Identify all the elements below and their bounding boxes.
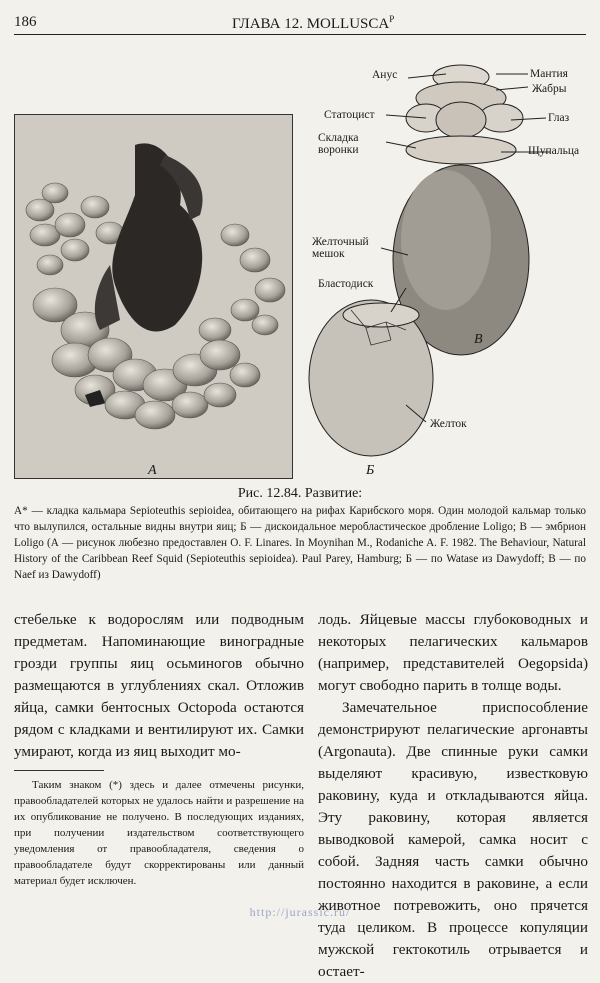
- label-anus: Анус: [372, 69, 398, 81]
- figure-caption-text: А* — кладка кальмара Sepioteuthis sepioidea, обитающего на рифах Карибского моря. Один молодой кальмар только что вылупился, остальные видны внутри яиц; Б — дискоидальное меробластическое дробление Loligo; В — эмбрион Loligo (А — рисунок любезно предоставлен O. F. Linares. In Moynihan M., Rodaniche A. F. 1982. The Behaviour, Natural History of the Caribbean Reef Squid (Sepioteuthis sepioidea). Paul Parey, Hamburg; Б — по Watase из Dawydoff; В — по Naef из Dawydoff): [14, 505, 586, 581]
- right-column: [318, 609, 588, 983]
- chapter-title: ГЛАВА 12. MOLLUSCA: [232, 16, 390, 32]
- label-blastodisc: Бластодиск: [318, 278, 374, 290]
- running-header: [232, 14, 394, 33]
- chapter-sup: Р: [389, 14, 395, 24]
- label-statocyst: Статоцист: [324, 109, 375, 121]
- page-number: 186: [14, 14, 37, 30]
- header-rule: [14, 34, 586, 35]
- label-gills: Жабры: [532, 83, 567, 95]
- footnote-rule: [14, 770, 104, 771]
- footnote: Таким знаком (*) здесь и далее отмечены рисунки, правообладателей которых не удалось найти и разрешение на их опубликование не получено. В последующих изданиях, при получении издательством соответствующего уведомления от правообладателя, сведения о правообладателе будут скорректированы или данный материал будет исключен.: [14, 779, 304, 887]
- egg-mass-photo: [15, 115, 292, 478]
- label-yolk-sac-line1: Желточный: [312, 236, 369, 248]
- right-column-paragraph-1: лодь. Яйцевые массы глубоководных и некоторых пелагических кальмаров (например, представителей Oegopsida) могут свободно парить в толще воды.: [318, 611, 588, 694]
- watermark-url: http://jurassic.ru/: [249, 905, 351, 919]
- label-eye: Глаз: [548, 112, 570, 124]
- label-funnel-fold-line1: Складка: [318, 132, 359, 144]
- label-yolk-sac-line2: мешок: [312, 248, 345, 260]
- label-funnel-fold: [318, 132, 359, 156]
- label-tentacles: Щупальца: [528, 145, 580, 157]
- figure-panel-a-photo: [14, 114, 293, 479]
- label-yolk-sac: [312, 236, 369, 260]
- figure-caption-title: Рис. 12.84. Развитие:: [237, 486, 363, 501]
- left-column-paragraph: стебельке к водорослям или подводным предметам. Напоминающие виноградные грозди группы яиц осьминогов обычно размещаются в углублениях скал. Отложив яйца, самки бентосных Octopoda остаются рядом с кладками и вентилируют их. Самки умирают, когда из яиц выходит мо-: [14, 611, 304, 760]
- label-funnel-fold-line2: воронки: [318, 144, 359, 156]
- panel-b-label: Б: [366, 463, 375, 478]
- panel-a-label: А: [148, 463, 157, 478]
- left-column: [14, 609, 304, 763]
- label-yolk: Желток: [430, 418, 467, 430]
- panel-v-label: В: [474, 332, 483, 347]
- right-column-paragraph-2: Замечательное приспособление демонстрируют пелагические аргонавты (Argonauta). Две спинные руки самки выделяют красивую, известковую раковину, куда и откладываются яйца. Эту раковину, которая является выводковой камерой, самка носит с собой. Задняя часть самки обычно постоянно находится в раковине, а если животное потревожить, оно прячется туда целиком. В процессе копуляции мужской гектокотиль отрывается и остает-: [318, 699, 588, 980]
- label-mantle: Мантия: [530, 68, 568, 80]
